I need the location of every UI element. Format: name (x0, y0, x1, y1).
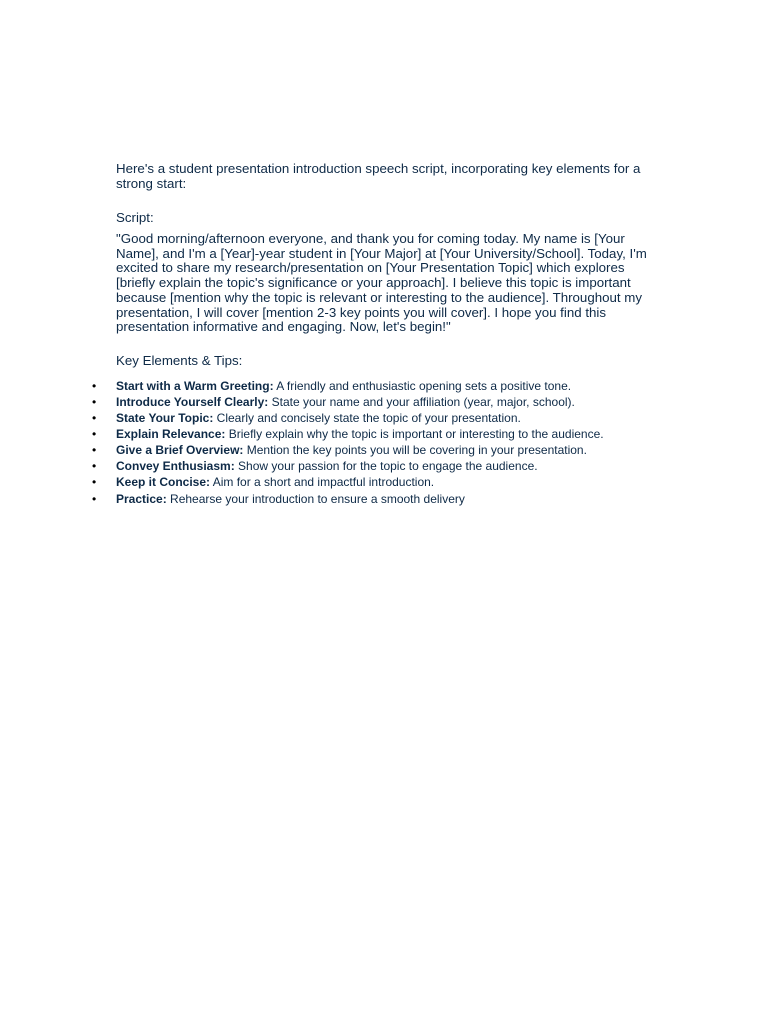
tip-title: Practice: (116, 491, 167, 506)
tip-text: Aim for a short and impactful introduction. (210, 475, 435, 490)
bullet-icon: • (92, 411, 97, 426)
tip-title: Introduce Yourself Clearly: (116, 395, 269, 410)
intro-paragraph: Here's a student presentation introduction speech script, incorporating key elements for a strong start: (116, 161, 641, 191)
tip-title: State Your Topic: (116, 411, 214, 426)
tip-text: Show your passion for the topic to engage the audience. (234, 459, 538, 474)
tip-item-overview (92, 442, 656, 458)
tip-item-relevance (92, 426, 656, 442)
tip-title: Explain Relevance: (116, 427, 226, 442)
tip-item-practice (92, 491, 656, 507)
tip-item-concise (92, 474, 656, 490)
tip-title: Give a Brief Overview: (116, 443, 244, 458)
script-heading: Script: (116, 210, 154, 225)
tip-title: Convey Enthusiasm: (116, 459, 235, 474)
tip-text: State your name and your affiliation (year, major, school). (268, 395, 575, 410)
tips-heading: Key Elements & Tips: (116, 352, 243, 368)
bullet-icon: • (92, 475, 97, 490)
tip-title: Start with a Warm Greeting: (116, 378, 274, 393)
tips-list (92, 378, 656, 507)
tip-text: Rehearse your introduction to ensure a smooth delivery (166, 491, 465, 506)
tip-item-greeting (92, 378, 656, 394)
tip-item-topic (92, 410, 656, 426)
tip-title: Keep it Concise: (116, 475, 211, 490)
tip-item-enthusiasm (92, 458, 656, 474)
bullet-icon: • (92, 427, 97, 442)
tip-item-introduce (92, 394, 656, 410)
tip-text: Mention the key points you will be covering in your presentation. (243, 443, 587, 458)
bullet-icon: • (92, 443, 97, 458)
tip-text: Clearly and concisely state the topic of your presentation. (213, 411, 521, 426)
bullet-icon: • (92, 491, 97, 506)
tip-text: A friendly and enthusiastic opening sets a positive tone. (273, 378, 572, 393)
bullet-icon: • (92, 459, 97, 474)
script-paragraph: "Good morning/afternoon everyone, and thank you for coming today. My name is [Your Name], and I'm a [Year]-year student in [Your Major] at [Your University/School]. Today, I'm excited to share my research/presentation on [Your Presentation Topic] which explores [briefly explain the topic's significance or your approach]. I believe this topic is important because [mention why the topic is relevant or interesting to the audience]. Throughout my presentation, I will cover [mention 2-3 key points you will cover]. I hope you find this presentation informative and engaging. Now, let's begin!" (116, 231, 647, 335)
bullet-icon: • (92, 378, 97, 393)
document-page (92, 161, 656, 507)
bullet-icon: • (92, 395, 97, 410)
tip-text: Briefly explain why the topic is important or interesting to the audience. (225, 427, 604, 442)
